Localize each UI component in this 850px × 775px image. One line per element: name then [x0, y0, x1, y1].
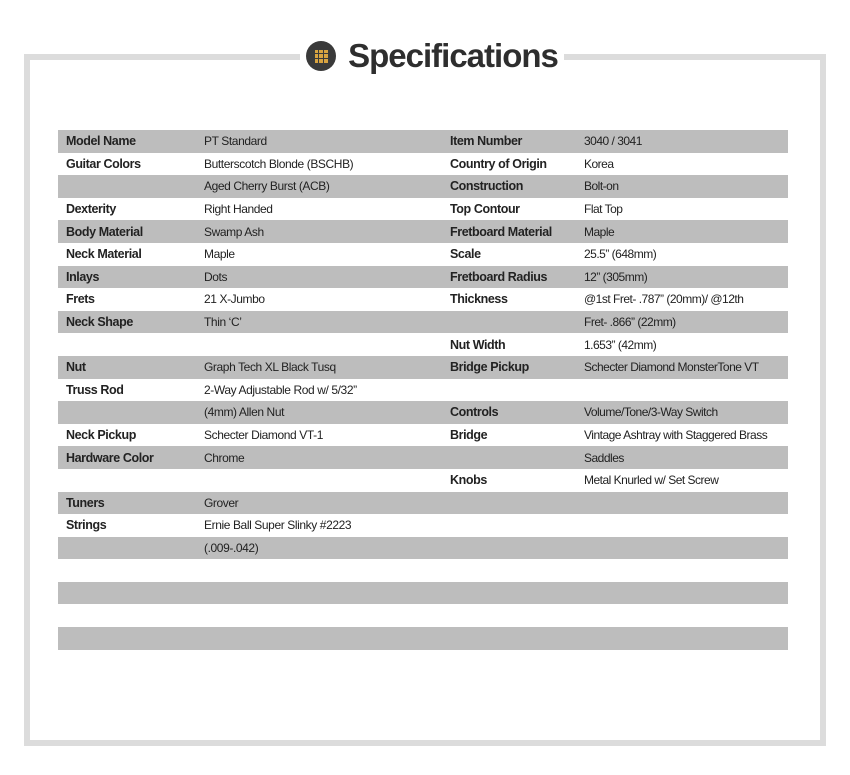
- spec-row: [58, 198, 788, 221]
- spec-row: [58, 243, 788, 266]
- page-title: Specifications: [348, 37, 558, 74]
- spec-value: Vintage Ashtray with Staggered Brass: [584, 428, 768, 443]
- spec-value: 12” (305mm): [584, 269, 648, 284]
- spec-row: [58, 424, 788, 447]
- spec-value: 3040 / 3041: [584, 134, 642, 149]
- spec-value: Thin ‘C’: [204, 315, 242, 330]
- spec-label: Hardware Color: [66, 450, 154, 465]
- spec-row: [58, 401, 788, 424]
- spec-label: Truss Rod: [66, 382, 124, 397]
- spec-row: [58, 514, 788, 537]
- spec-value: 2-Way Adjustable Rod w/ 5/32”: [204, 382, 357, 397]
- spec-row: [58, 220, 788, 243]
- spec-row: [58, 266, 788, 289]
- spec-row: [58, 130, 788, 153]
- spec-label: Fretboard Material: [450, 224, 552, 239]
- spec-value: Grover: [204, 495, 239, 510]
- spec-label: Tuners: [66, 495, 105, 510]
- spec-label: Construction: [450, 179, 523, 194]
- spec-row: [58, 356, 788, 379]
- spec-label: Nut: [66, 360, 86, 375]
- spec-value: (.009-.042): [204, 540, 259, 555]
- spec-value: PT Standard: [204, 134, 267, 149]
- spec-value: Ernie Ball Super Slinky #2223: [204, 518, 352, 533]
- spec-row: [58, 537, 788, 560]
- spec-row: [58, 311, 788, 334]
- spec-value: Maple: [584, 224, 615, 239]
- spec-label: Frets: [66, 292, 95, 307]
- spec-row: [58, 333, 788, 356]
- grid-logo-icon: [306, 41, 336, 71]
- spec-value: 1.653” (42mm): [584, 337, 657, 352]
- spec-label: Dexterity: [66, 202, 116, 217]
- spec-label: Model Name: [66, 134, 136, 149]
- spec-label: Neck Pickup: [66, 428, 136, 443]
- spec-value: Flat Top: [584, 202, 623, 217]
- spec-label: Inlays: [66, 269, 100, 284]
- spec-table: [58, 130, 788, 650]
- spec-row: [58, 288, 788, 311]
- spec-value: @1st Fret- .787” (20mm)/ @12th: [584, 292, 744, 307]
- spec-value: (4mm) Allen Nut: [204, 405, 285, 420]
- spec-value: 21 X-Jumbo: [204, 292, 265, 307]
- spec-label: Neck Shape: [66, 315, 133, 330]
- spec-label: Bridge: [450, 428, 488, 443]
- spec-row: [58, 604, 788, 627]
- spec-value: Right Handed: [204, 202, 273, 217]
- spec-label: Nut Width: [450, 337, 506, 352]
- spec-row: [58, 582, 788, 605]
- spec-value: Saddles: [584, 450, 624, 465]
- spec-value: Maple: [204, 247, 235, 262]
- spec-value: Schecter Diamond MonsterTone VT: [584, 360, 759, 375]
- spec-label: Thickness: [450, 292, 508, 307]
- spec-label: Scale: [450, 247, 481, 262]
- spec-label: Top Contour: [450, 202, 520, 217]
- spec-label: Country of Origin: [450, 156, 547, 171]
- spec-label: Strings: [66, 518, 107, 533]
- spec-row: [58, 175, 788, 198]
- spec-row: [58, 559, 788, 582]
- spec-value: Volume/Tone/3-Way Switch: [584, 405, 718, 420]
- spec-row: [58, 492, 788, 515]
- spec-row: [58, 469, 788, 492]
- spec-label: Fretboard Radius: [450, 269, 548, 284]
- spec-value: Korea: [584, 156, 614, 171]
- spec-value: Bolt-on: [584, 179, 619, 194]
- specifications-header: [300, 28, 564, 84]
- spec-label: Body Material: [66, 224, 143, 239]
- spec-value: Fret- .866” (22mm): [584, 315, 676, 330]
- spec-value: Metal Knurled w/ Set Screw: [584, 473, 719, 488]
- spec-value: Schecter Diamond VT-1: [204, 428, 323, 443]
- spec-row: [58, 379, 788, 402]
- spec-label: Guitar Colors: [66, 156, 141, 171]
- spec-row: [58, 627, 788, 650]
- spec-label: Neck Material: [66, 247, 142, 262]
- spec-label: Knobs: [450, 473, 487, 488]
- spec-value: Dots: [204, 269, 228, 284]
- spec-value: Aged Cherry Burst (ACB): [204, 179, 330, 194]
- spec-value: Butterscotch Blonde (BSCHB): [204, 156, 354, 171]
- spec-row: [58, 153, 788, 176]
- spec-row: [58, 446, 788, 469]
- spec-label: Item Number: [450, 134, 523, 149]
- spec-value: Chrome: [204, 450, 245, 465]
- spec-label: Bridge Pickup: [450, 360, 529, 375]
- spec-value: 25.5” (648mm): [584, 247, 657, 262]
- spec-value: Swamp Ash: [204, 224, 264, 239]
- spec-value: Graph Tech XL Black Tusq: [204, 360, 336, 375]
- spec-label: Controls: [450, 405, 499, 420]
